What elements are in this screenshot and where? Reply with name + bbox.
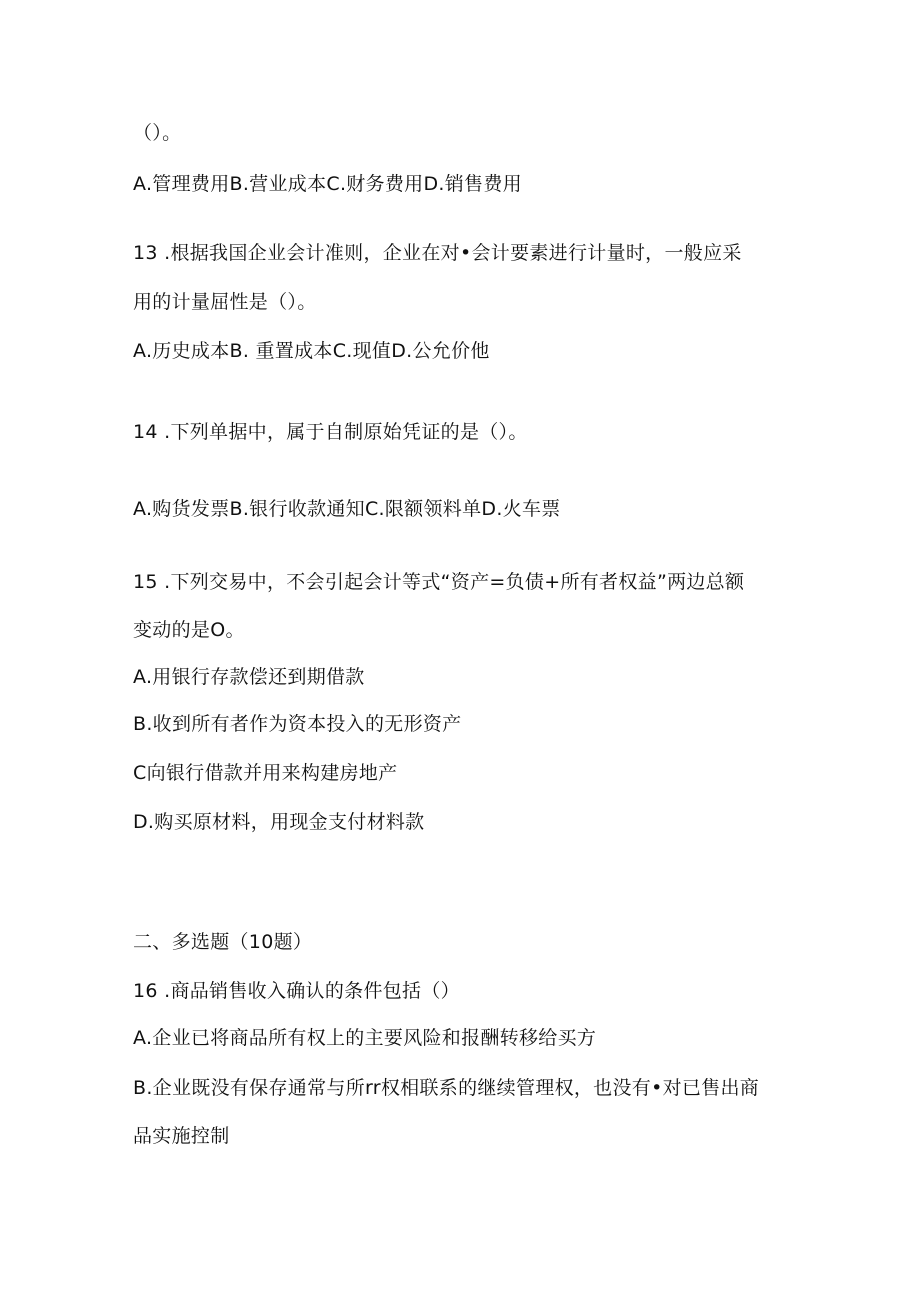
q12-options: A.管理费用B.营业成本C.财务费用D.销售费用	[133, 173, 522, 195]
q15-option-a: A.用银行存款偿还到期借款	[133, 666, 365, 688]
q15-stem-line-2: 变动的是O。	[133, 619, 245, 641]
q16-stem: 16 .商品销售收入确认的条件包括（）	[133, 980, 460, 1002]
q15-option-b: B.收到所有者作为资本投入的无形资产	[133, 713, 462, 735]
q13-stem-line-1: 13 .根据我国企业会计准则，企业在对•会计要素进行计量时，一般应采	[133, 242, 742, 264]
q15-option-d: D.购买原材料，用现金支付材料款	[133, 811, 425, 833]
q13-stem-line-2: 用的计量屈性是（）。	[133, 291, 317, 313]
q15-stem-line-1: 15 .下列交易中，不会引起会计等式“资产=负债+所有者权益”两边总额	[133, 571, 745, 593]
q16-option-b-line-2: 品实施控制	[133, 1125, 230, 1147]
q12-stem-end: （）。	[133, 122, 182, 144]
q14-options: A.购货发票B.银行收款通知C.限额领料单D.火车票	[133, 498, 561, 520]
q16-option-a: A.企业已将商品所有权上的主要风险和报酬转移给买方	[133, 1027, 597, 1049]
q15-option-c: C向银行借款并用来构建房地产	[133, 762, 398, 784]
q14-stem: 14 .下列单据中，属于自制原始凭证的是（）。	[133, 421, 528, 443]
section-heading-multiple-choice: 二、多选题（10题）	[133, 931, 313, 953]
q16-option-b-line-1: B.企业既没有保存通常与所rr权相联系的继续管理权，也没有•对已售出商	[133, 1077, 760, 1099]
q13-options: A.历史成本B. 重置成本C.现值D.公允价他	[133, 340, 490, 362]
